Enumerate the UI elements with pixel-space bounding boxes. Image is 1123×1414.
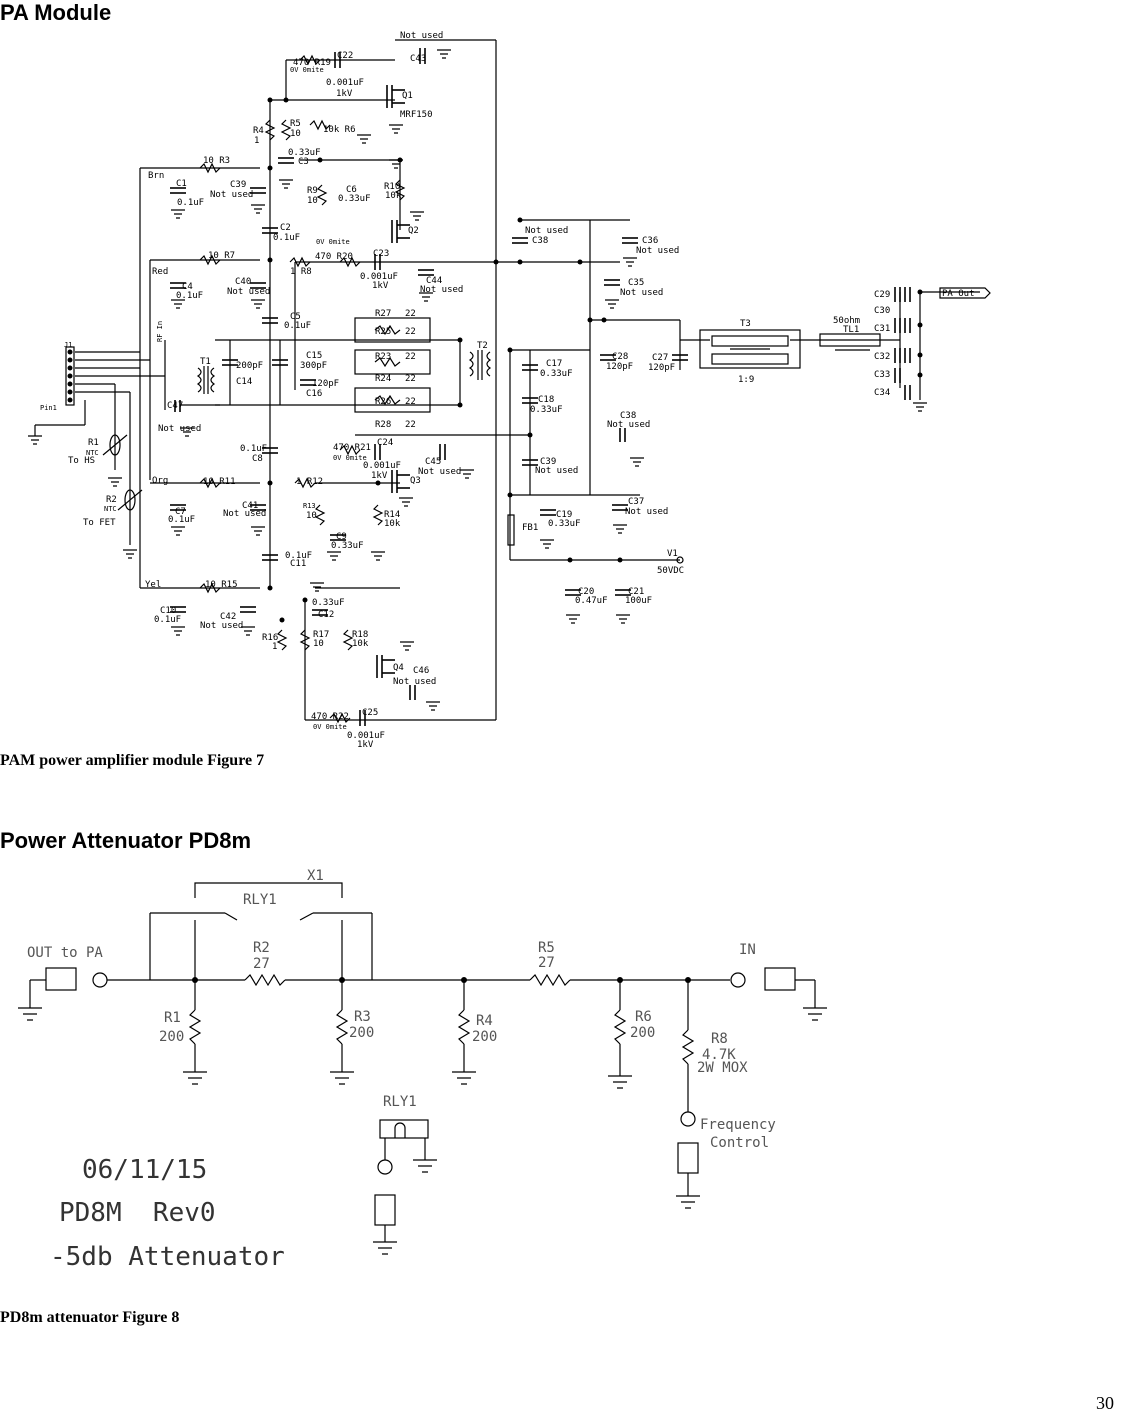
page-number: 30 [1096, 1393, 1114, 1413]
label-c20: C20 [578, 587, 595, 597]
thermistors [103, 435, 514, 545]
label-r19n: 0V 0mite [290, 66, 324, 74]
label-c37: C37 [628, 497, 645, 507]
label-c11v: 0.1uF [285, 551, 313, 561]
label-c25v: 0.001uF [347, 731, 385, 741]
label-fb1: FB1 [522, 523, 539, 533]
label-control: Control [710, 1135, 770, 1151]
label-r25v: 22 [405, 327, 416, 337]
label-c3v: 0.33uF [288, 148, 321, 158]
label-c43top: Not used [400, 31, 444, 41]
label-c6: C6 [346, 185, 357, 195]
label-org: Org [152, 476, 169, 486]
label-yel: Yel [145, 580, 162, 590]
label-q2: Q2 [408, 226, 419, 236]
label-c42: C42 [220, 612, 237, 622]
label-r11: 10 R11 [203, 477, 236, 487]
label-rly1-top: RLY1 [243, 892, 277, 908]
junctions [268, 98, 923, 623]
label-r6: 10k R6 [323, 125, 356, 135]
resistor-bank [355, 318, 430, 412]
label-q4: Q4 [393, 663, 404, 673]
label-r20: 470 R20 [315, 252, 353, 262]
label-q3: Q3 [410, 476, 421, 486]
label-c38a: Not used [525, 226, 569, 236]
label-r26: R26 [375, 397, 392, 407]
label-c39bv: Not used [535, 466, 579, 476]
label-r27: R27 [375, 309, 392, 319]
label-r14: R14 [384, 510, 401, 520]
label-date: 06/11/15 [82, 1155, 208, 1185]
label-c2: C2 [280, 223, 291, 233]
label-pd-r4: R4 [476, 1013, 493, 1029]
label-c29: C29 [874, 290, 891, 300]
label-r17: R17 [313, 630, 330, 640]
label-c45v: Not used [418, 467, 462, 477]
label-c18: C18 [538, 395, 555, 405]
label-c5v: 0.1uF [284, 321, 312, 331]
figure-7-caption: PAM power amplifier module Figure 7 [0, 752, 265, 769]
label-c1: C1 [176, 179, 187, 189]
label-r23v: 22 [405, 352, 416, 362]
label-in: IN [739, 942, 756, 958]
label-c9v: 0.33uF [331, 541, 364, 551]
label-pin1: Pin1 [40, 404, 57, 412]
label-c46v: Not used [393, 677, 437, 687]
label-c23v: 0.001uF [360, 272, 398, 282]
label-revision: PD8M Rev0 [59, 1198, 216, 1228]
label-pd-r2v: 27 [253, 956, 270, 972]
label-c34: C34 [874, 388, 891, 398]
label-v1: V1 [667, 549, 678, 559]
label-pd-r4v: 200 [472, 1029, 498, 1045]
label-c47: C47 [167, 401, 184, 411]
label-c31: C31 [874, 324, 891, 334]
label-r19: 470 R19 [293, 58, 331, 68]
label-c36v: Not used [636, 246, 680, 256]
label-c24kv: 1kV [371, 471, 388, 481]
label-r21: 470 R21 [333, 443, 371, 453]
label-r12: 1 R12 [296, 477, 324, 487]
label-c10v: 0.1uF [154, 615, 182, 625]
label-r5: R5 [290, 119, 301, 129]
label-c38r: C38 [620, 411, 637, 421]
label-pd-r3v: 200 [349, 1025, 375, 1041]
label-pd-r1: R1 [164, 1010, 181, 1026]
label-r18: R18 [352, 630, 369, 640]
label-c45: C45 [425, 457, 442, 467]
label-c41v: Not used [223, 509, 267, 519]
label-c15v: 300pF [300, 361, 328, 371]
label-c40v: Not used [227, 287, 271, 297]
label-r1: R1 [88, 438, 99, 448]
label-c25kv: 1kV [357, 740, 374, 750]
capacitors [170, 48, 910, 726]
label-t2: T2 [477, 341, 488, 351]
label-c9: C9 [336, 532, 347, 542]
label-r5v: 10 [290, 129, 301, 139]
pa-module-heading: PA Module [0, 0, 112, 25]
label-pd-r8v: 4.7K [702, 1047, 736, 1063]
label-c33: C33 [874, 370, 891, 380]
label-r23: R23 [375, 352, 392, 362]
label-x1: X1 [307, 868, 324, 884]
label-r7: 10 R7 [208, 251, 236, 261]
label-r3: 10 R3 [203, 156, 231, 166]
label-c40: C40 [235, 277, 252, 287]
label-c39: C39 [230, 180, 247, 190]
pd8m-labels [27, 868, 776, 1272]
label-r18v: 10k [352, 639, 369, 649]
label-r2: R2 [106, 495, 117, 505]
label-c7: C7 [175, 507, 186, 517]
label-r13v: 10 [306, 511, 317, 521]
label-j1: J1 [64, 341, 73, 349]
label-r16: R16 [262, 633, 279, 643]
label-r24v: 22 [405, 374, 416, 384]
label-r28: R28 [375, 420, 392, 430]
label-r14v: 10k [384, 519, 401, 529]
label-pd-r1v: 200 [159, 1029, 185, 1045]
label-c22v: 0.001uF [326, 78, 364, 88]
label-r8: 1 R8 [290, 267, 312, 277]
label-r26v: 22 [405, 397, 416, 407]
label-c5: C5 [290, 312, 301, 322]
label-r20n: 0V 0mite [316, 238, 350, 246]
label-c24: C24 [377, 438, 394, 448]
label-c20v: 0.47uF [575, 596, 608, 606]
label-q1p: MRF150 [400, 110, 433, 120]
label-description: -5db Attenuator [50, 1242, 285, 1272]
label-c23kv: 1kV [372, 281, 389, 291]
label-c8: C8 [252, 454, 263, 464]
label-r28v: 22 [405, 420, 416, 430]
label-c44v: Not used [420, 285, 464, 295]
label-r27v: 22 [405, 309, 416, 319]
label-frequency: Frequency [700, 1117, 776, 1133]
label-r4: R4 [253, 126, 264, 136]
label-c30: C30 [874, 306, 891, 316]
label-c44: C44 [426, 276, 443, 286]
label-r9: R9 [307, 186, 318, 196]
label-red: Red [152, 267, 169, 277]
label-t3: T3 [740, 319, 751, 329]
label-pd-r6v: 200 [630, 1025, 656, 1041]
label-c21v: 100uF [625, 596, 653, 606]
label-c4v: 0.1uF [176, 291, 204, 301]
label-r22: 470 R22 [311, 712, 349, 722]
label-tl1b: TL1 [843, 325, 860, 335]
pd8m-junctions [192, 977, 691, 983]
label-c28: C28 [612, 352, 629, 362]
label-c35: C35 [628, 278, 645, 288]
label-r13: R13 [303, 502, 316, 510]
label-c12v: 0.33uF [312, 598, 345, 608]
label-c25: C25 [362, 708, 379, 718]
label-c3: C3 [298, 157, 309, 167]
label-r24: R24 [375, 374, 392, 384]
label-c4: C4 [182, 282, 193, 292]
label-c8v: 0.1uF [240, 444, 268, 454]
label-r2-type: NTC [104, 505, 117, 513]
label-c16v: 120pF [312, 379, 340, 389]
label-c16: C16 [306, 389, 323, 399]
label-pd-r5: R5 [538, 940, 555, 956]
label-r9v: 10 [307, 196, 318, 206]
label-c10: C10 [160, 606, 177, 616]
label-r1-to: To HS [68, 456, 96, 466]
label-pd-r5v: 27 [538, 955, 555, 971]
label-c43: C43 [410, 54, 427, 64]
label-c38rv: Not used [607, 420, 651, 430]
figure-8-caption: PD8m attenuator Figure 8 [0, 1309, 180, 1326]
label-c17v: 0.33uF [540, 369, 573, 379]
label-c37v: Not used [625, 507, 669, 517]
label-c6v: 0.33uF [338, 194, 371, 204]
power-attenuator-heading: Power Attenuator PD8m [0, 828, 252, 853]
label-r21n: 0V 0mite [333, 454, 367, 462]
label-r4v: 1 [254, 136, 260, 146]
label-c15: C15 [306, 351, 323, 361]
label-tl1a: 50ohm [833, 316, 861, 326]
label-c27v: 120pF [648, 363, 676, 373]
label-c39v: Not used [210, 190, 254, 200]
label-pa-out: PA Out [942, 289, 975, 299]
label-rf-in: RF In [156, 320, 164, 342]
label-c28v: 120pF [606, 362, 634, 372]
label-pd-r3: R3 [354, 1009, 371, 1025]
label-r1-type: NTC [86, 449, 99, 457]
label-c24v: 0.001uF [363, 461, 401, 471]
label-c2v: 0.1uF [273, 233, 301, 243]
label-pd-r8t: 2W MOX [697, 1060, 748, 1076]
label-c1v: 0.1uF [177, 198, 205, 208]
label-r22n: 0V 0mite [313, 723, 347, 731]
label-c12: C12 [318, 610, 335, 620]
label-pd-r2: R2 [253, 940, 270, 956]
connector-j1 [66, 347, 74, 405]
label-r2-to: To FET [83, 518, 116, 528]
label-c22kv: 1kV [336, 89, 353, 99]
label-c22: C22 [337, 51, 354, 61]
label-r17v: 10 [313, 639, 324, 649]
label-c27: C27 [652, 353, 669, 363]
label-rly1-bottom: RLY1 [383, 1094, 417, 1110]
label-brn: Brn [148, 171, 165, 181]
label-c19: C19 [556, 510, 573, 520]
label-t3r: 1:9 [738, 375, 755, 385]
label-c17: C17 [546, 359, 563, 369]
label-c36: C36 [642, 236, 659, 246]
label-r16v: 1 [272, 642, 278, 652]
label-c47v: Not used [158, 424, 202, 434]
label-c23: C23 [373, 249, 390, 259]
label-c35v: Not used [620, 288, 664, 298]
label-out-to-pa: OUT to PA [27, 945, 103, 961]
pa-labels [40, 31, 975, 750]
label-v1v: 50VDC [657, 566, 685, 576]
label-pd-r8: R8 [711, 1031, 728, 1047]
label-c46: C46 [413, 666, 430, 676]
label-c18v: 0.33uF [530, 405, 563, 415]
label-c41: C41 [242, 501, 259, 511]
label-c21: C21 [628, 587, 645, 597]
label-c11: C11 [290, 559, 307, 569]
label-r10v: 10k [385, 191, 402, 201]
label-t1: T1 [200, 357, 211, 367]
label-r15: 10 R15 [205, 580, 238, 590]
label-c14: C14 [236, 377, 253, 387]
label-pd-r6: R6 [635, 1009, 652, 1025]
label-c32: C32 [874, 352, 891, 362]
label-q1: Q1 [402, 91, 413, 101]
label-c42v: Not used [200, 621, 244, 631]
label-r25: R25 [375, 327, 392, 337]
label-c39b: C39 [540, 457, 557, 467]
label-c14v: 200pF [236, 361, 264, 371]
label-c38b: C38 [532, 236, 549, 246]
label-c19v: 0.33uF [548, 519, 581, 529]
label-r10: R10 [384, 182, 401, 192]
label-c7v: 0.1uF [168, 515, 196, 525]
